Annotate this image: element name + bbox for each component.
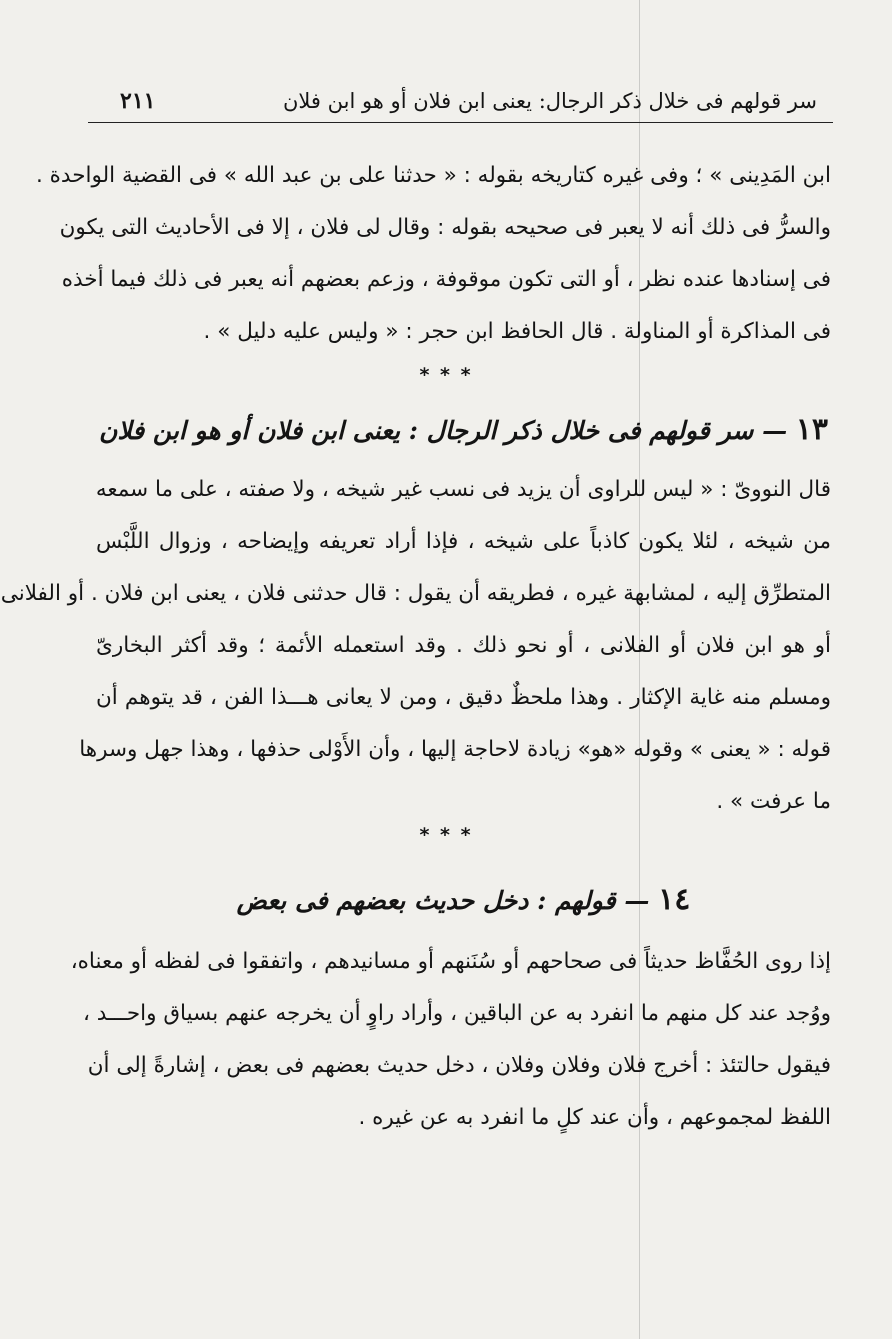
paragraph-line: ووُجد عند كل منهم ما انفرد به عن الباقين ، وأراد راوٍ أن يخرجه عنهم بسياق واحـــد ، — [82, 1001, 831, 1026]
section-number: ١٣ — [795, 412, 829, 447]
section-13-body — [0, 464, 831, 828]
paragraph-line: إذا روى الحُفَّاظ حديثاً فى صحاحهم أو سُنَنهم أو مسانيدهم ، واتفقوا فى لفظه أو معناه، — [70, 949, 831, 974]
section-dash: — — [624, 886, 650, 915]
paragraph-line: المتطرِّق إليه ، لمشابهة غيره ، فطريقه أن يقول : قال حدثنى فلان ، يعنى ابن فلان . أو الفلانى — [0, 581, 831, 606]
paragraph-line: قوله : « يعنى » وقوله «هو» زيادة لاحاجة إليها ، وأن الأَوْلى حذفها ، وهذا جهل وسرها — [79, 737, 831, 762]
section-dash: — — [762, 416, 788, 445]
section-separator: * * * — [419, 364, 473, 386]
paragraph-line: ومسلم منه غاية الإكثار . وهذا ملحظٌ دقيق ، ومن لا يعانى هـــذا الفن ، قد يتوهم أن — [96, 685, 831, 710]
paragraph-line: أو هو ابن فلان أو الفلانى ، أو نحو ذلك . وقد استعمله الأئمة ؛ وقد أكثر البخارىّ — [96, 633, 831, 658]
paragraph-line: قال النووىّ : « ليس للراوى أن يزيد فى نسب غير شيخه ، ولا صفته ، على ما سمعه — [95, 477, 831, 502]
section-14-body — [70, 936, 831, 1144]
page-number: ٢١١ — [120, 88, 156, 114]
paragraph-line: فى إسنادها عنده نظر ، أو التى تكون موقوفة ، وزعم بعضهم أنه يعبر فى ذلك فيما أخذه — [61, 267, 831, 292]
section-title: سر قولهم فى خلال ذكر الرجال : يعنى ابن فلان أو هو ابن فلان — [98, 416, 754, 445]
paragraph-line: ما عرفت » . — [716, 789, 831, 814]
section-13-heading — [96, 412, 831, 447]
paragraph-line: من شيخه ، لئلا يكون كاذباً على شيخه ، فإذا أراد تعريفه وإيضاحه ، وزوال اللَّبْس — [96, 529, 831, 554]
paragraph-line: اللفظ لمجموعهم ، وأن عند كلٍ ما انفرد به عن غيره . — [358, 1105, 831, 1130]
paragraph-line: والسرُّ فى ذلك أنه لا يعبر فى صحيحه بقوله : وقال لى فلان ، إلا فى الأحاديث التى يكون — [59, 215, 831, 240]
top-paragraph — [36, 150, 831, 358]
section-14-heading — [96, 882, 831, 917]
running-title: سر قولهم فى خلال ذكر الرجال: يعنى ابن فلان أو هو ابن فلان — [282, 89, 817, 113]
section-number: ١٤ — [658, 882, 691, 917]
paragraph-line: ابن المَدِينى » ؛ وفى غيره كتاريخه بقوله : « حدثنا على بن عبد الله » فى القضية الواحدة . — [36, 163, 831, 188]
paragraph-line: فى المذاكرة أو المناولة . قال الحافظ ابن حجر : « وليس عليه دليل » . — [203, 319, 831, 344]
section-separator: * * * — [419, 824, 473, 846]
section-title: قولهم : دخل حديث بعضهم فى بعض — [236, 886, 616, 915]
paragraph-line: فيقول حالتئذ : أخرج فلان وفلان وفلان ، دخل حديث بعضهم فى بعض ، إشارةً إلى أن — [87, 1053, 831, 1078]
page-header — [88, 80, 833, 123]
